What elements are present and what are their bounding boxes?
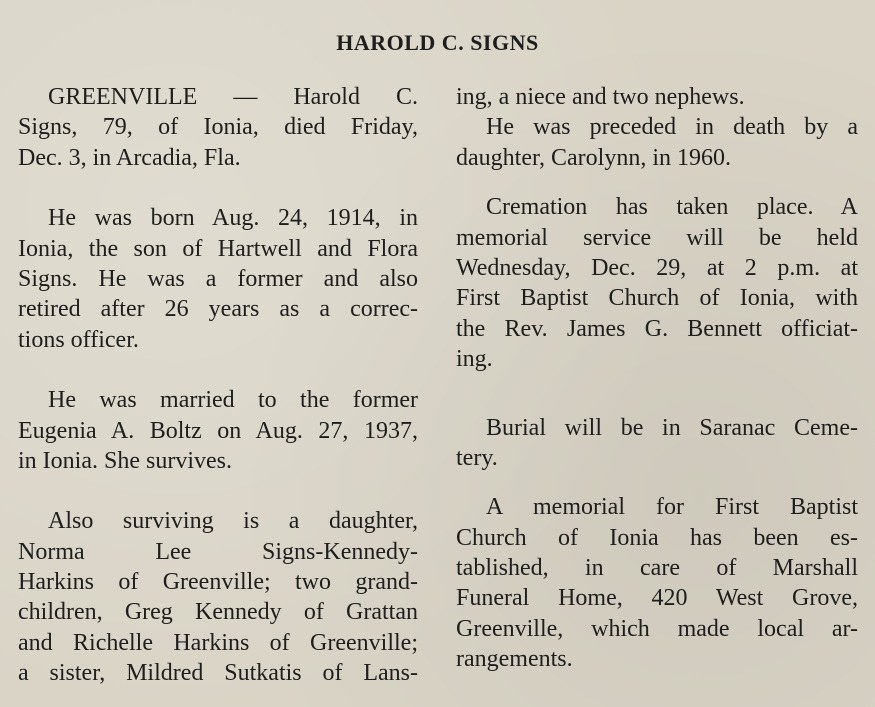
paragraph (456, 82, 858, 112)
text-line: the Rev. James G. Bennett officiat- (456, 315, 858, 342)
text-line: rangements. (456, 646, 573, 673)
text-line: GREENVILLE — Harold C. (48, 84, 418, 110)
text-line: He was married to the former (48, 387, 418, 414)
text-line: tery. (456, 444, 498, 471)
paragraph (456, 112, 858, 173)
text-line: retired after 26 years as a correc- (18, 296, 418, 323)
right-column (456, 82, 858, 675)
text-line: He was born Aug. 24, 1914, in (48, 205, 418, 232)
text-line: Signs. He was a former and also (18, 265, 418, 292)
text-line: First Baptist Church of Ionia, with (456, 285, 858, 312)
paragraph (18, 385, 418, 476)
obituary-headline: HAROLD C. SIGNS (336, 30, 539, 55)
text-line: He was preceded in death by a (486, 114, 858, 141)
text-line: Also surviving is a daughter, (48, 508, 418, 535)
text-line: and Richelle Harkins of Greenville; (18, 629, 418, 656)
text-line: Norma Lee Signs-Kennedy- (18, 538, 418, 565)
text-line: children, Greg Kennedy of Grattan (18, 599, 418, 626)
text-line: Cremation has taken place. A (486, 194, 858, 221)
paragraph (456, 192, 858, 374)
text-line: a sister, Mildred Sutkatis of Lans- (18, 660, 418, 687)
text-line: Greenville, which made local ar- (456, 615, 858, 642)
text-line: Funeral Home, 420 West Grove, (456, 585, 858, 612)
text-line: memorial service will be held (456, 224, 858, 251)
paragraph (18, 506, 418, 688)
paragraph (456, 492, 858, 674)
text-line: in Ionia. She survives. (18, 447, 232, 474)
text-line: Harkins of Greenville; two grand- (18, 569, 418, 596)
left-column (18, 82, 418, 689)
text-line: ing. (456, 346, 493, 373)
text-line: tions officer. (18, 326, 139, 353)
text-line: A memorial for First Baptist (486, 494, 858, 521)
text-line: Ionia, the son of Hartwell and Flora (18, 235, 418, 262)
text-line: Eugenia A. Boltz on Aug. 27, 1937, (18, 417, 418, 444)
text-line: Dec. 3, in Arcadia, Fla. (18, 144, 241, 171)
text-line: Church of Ionia has been es- (456, 524, 858, 551)
text-line: Wednesday, Dec. 29, at 2 p.m. at (456, 254, 858, 281)
text-line: Signs, 79, of Ionia, died Friday, (18, 114, 418, 141)
paragraph (18, 82, 418, 173)
text-line: daughter, Carolynn, in 1960. (456, 144, 731, 171)
text-line: tablished, in care of Marshall (456, 555, 858, 582)
text-line: Burial will be in Saranac Ceme- (486, 414, 858, 441)
paragraph (18, 203, 418, 355)
text-line: ing, a niece and two nephews. (456, 84, 745, 110)
paragraph (456, 413, 858, 474)
